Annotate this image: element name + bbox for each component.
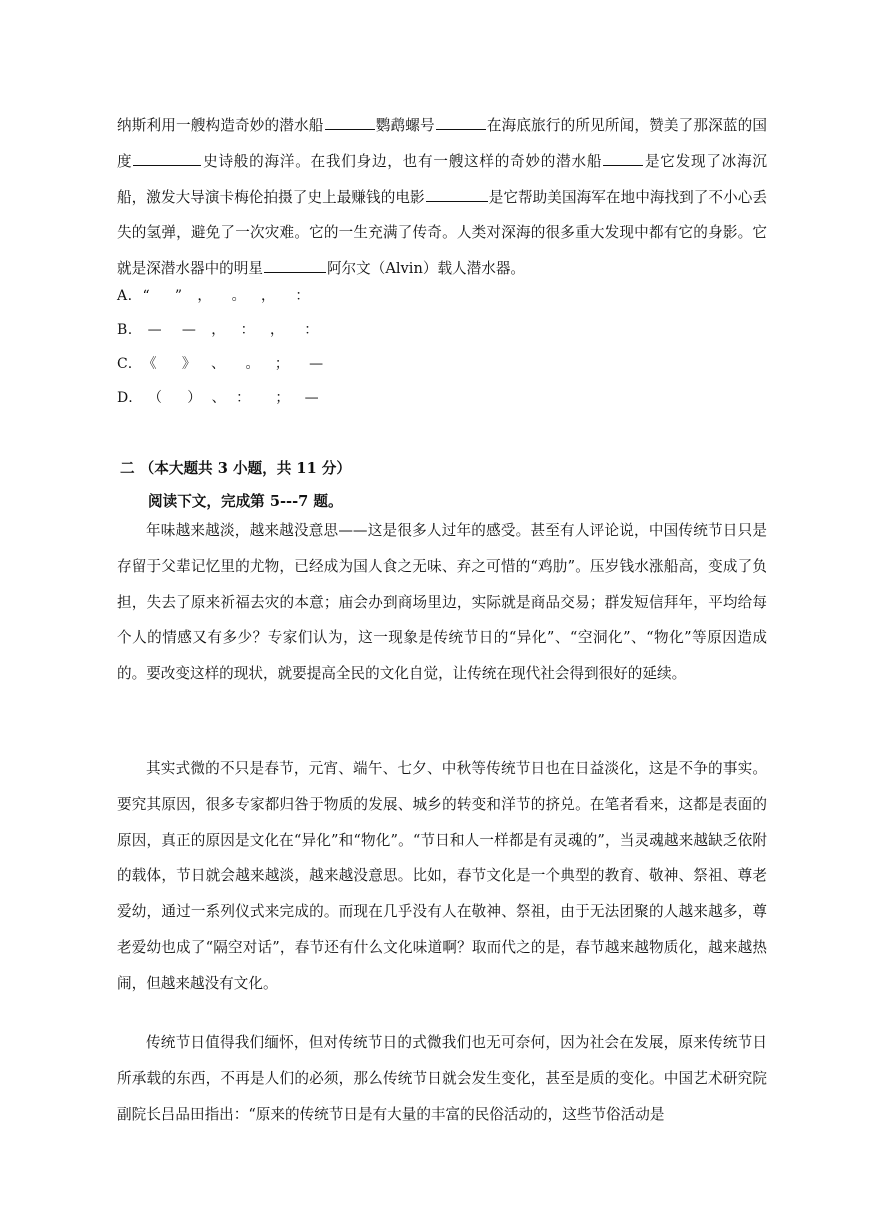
passage-segment: 史诗般的海洋。在我们身边，也有一艘这样的奇妙的潜水船 xyxy=(202,152,603,170)
section-heading: 二 （本大题共 3 小题，共 11 分） xyxy=(120,460,351,477)
passage-top-text xyxy=(117,108,767,287)
answer-blank xyxy=(133,164,201,166)
passage-segment: 阿尔文（Alvin）载人潜水器。 xyxy=(326,260,526,278)
passage-top xyxy=(117,108,767,287)
answer-blank xyxy=(426,200,488,202)
paragraph-text: 其实式微的不只是春节，元宵、端午、七夕、中秋等传统节日也在日益淡化，这是不争的事实。要究其原因，很多专家都归咎于物质的发展、城乡的转变和洋节的挤兑。在笔者看来，这都是表面的原因，真正的原因是文化在“异化”和“物化”。“节日和人一样都是有灵魂的”，当灵魂越来越缺乏依附的载体，节日就会越来越淡，越来越没意思。比如，春节文化是一个典型的教育、敬神、祭祖、尊老爱幼，通过一系列仪式来完成的。而现在几乎没有人在敬神、祭祖，由于无法团聚的人越来越多，尊老爱幼也成了“隔空对话”，春节还有什么文化味道啊？取而代之的是，春节越来越物质化，越来越热闹，但越来越没有文化。 xyxy=(117,760,767,992)
option-d: D. （ ） 、 ： ； — xyxy=(117,390,320,406)
paragraph-2 xyxy=(117,751,767,1002)
paragraph-3 xyxy=(117,1025,767,1132)
passage-segment: 纳斯利用一艘构造奇妙的潜水船 xyxy=(117,117,324,134)
option-b: B. — — ， ： ， ： xyxy=(117,322,319,338)
passage-segment: 鹦鹉螺号 xyxy=(375,117,435,134)
answer-blank xyxy=(436,128,486,130)
option-c: C. 《 》 、 。 ； — xyxy=(117,356,324,372)
section-instruction: 阅读下文，完成第 5---7 题。 xyxy=(148,493,343,510)
passage-segment: 是它帮助美国海军在地中海找到了不小心丢失的氢弹，避免了一次灾难。它的一生充满了传奇。人类对深海的很多重大发现中都有它的身影。它就是深潜水器中的明星 xyxy=(117,188,767,278)
passage-segment: 在海底旅行的所见所闻，赞美了那深蓝的国度 xyxy=(117,117,767,170)
answer-blank xyxy=(603,164,643,166)
answer-blank xyxy=(325,128,375,130)
passage-segment: 是它发现了冰海沉船，激发大导演卡梅伦拍摄了史上最赚钱的电影 xyxy=(117,152,767,206)
paragraph-text: 年味越来越淡，越来越没意思——这是很多人过年的感受。甚至有人评论说，中国传统节日只是存留于父辈记忆里的尤物，已经成为国人食之无味、弃之可惜的“鸡肋”。压岁钱水涨船高，变成了负担，失去了原来祈福去灾的本意；庙会办到商场里边，实际就是商品交易；群发短信拜年，平均给每个人的情感又有多少？专家们认为，这一现象是传统节日的“异化”、“空洞化”、“物化”等原因造成的。要改变这样的现状，就要提高全民的文化自觉，让传统在现代社会得到很好的延续。 xyxy=(117,522,767,683)
option-a: A. “ ” ， 。 ， ： xyxy=(117,288,310,304)
paragraph-1 xyxy=(117,513,767,692)
answer-blank xyxy=(264,271,326,273)
paragraph-text: 传统节日值得我们缅怀，但对传统节日的式微我们也无可奈何，因为社会在发展，原来传统节日所承载的东西，不再是人们的必须，那么传统节日就会发生变化，甚至是质的变化。中国艺术研究院副院长吕品田指出：“原来的传统节日是有大量的丰富的民俗活动的，这些节俗活动是 xyxy=(117,1034,767,1123)
